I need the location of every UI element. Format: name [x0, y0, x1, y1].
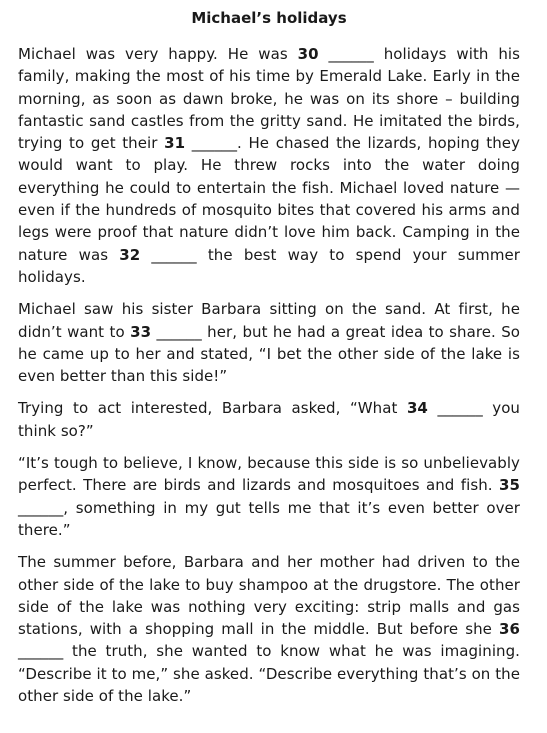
gap-number-31: 31 — [164, 134, 186, 153]
paragraph-text: “It’s tough to believe, I know, because this side is so unbelievably perfect. There are birds and lizards and mosquitoes and fish. — [18, 454, 520, 495]
paragraph-5 — [18, 551, 520, 707]
paragraph-text: ______ you think so?” — [18, 399, 520, 440]
page-title: Michael’s holidays — [191, 9, 347, 27]
gap-number-34: 34 — [406, 399, 428, 418]
paragraph-text: Trying to act interested, Barbara asked, “What — [18, 399, 407, 418]
gap-number-32: 32 — [119, 245, 141, 264]
paragraph-3 — [18, 397, 520, 442]
paragraph-text: ______, something in my gut tells me that it’s even better over there.” — [18, 498, 520, 539]
paragraph-text: ______ holidays with his family, making the most of his time by Emerald Lake. Early in the morning, as soon as dawn broke, he was on its shore – building fantastic sand castles from the gritty sand. He imitated the birds, trying to get their — [18, 45, 520, 153]
gap-number-33: 33 — [130, 322, 152, 341]
gap-number-36: 36 — [499, 620, 520, 639]
gap-number-35: 35 — [499, 476, 520, 495]
paragraph-text: ______. He chased the lizards, hoping they would want to play. He threw rocks into the water doing everything he could to entertain the fish. Michael loved nature — even if the hundreds of mosquito bites that covered his arms and legs were proof that nature didn’t love him back. Camping in the nature was — [18, 134, 520, 264]
gap-number-30: 30 — [297, 45, 319, 63]
paragraph-text: ______ the truth, she wanted to know what he was imagining. “Describe it to me,” she asked. “Describe everything that’s on the other side of the lake.” — [18, 642, 520, 706]
paragraph-text: ______ her, but he had a great idea to share. So he came up to her and stated, “I bet the other side of the lake is even better than this side!” — [18, 322, 520, 386]
paragraph-text: ______ the best way to spend your summer holidays. — [18, 245, 520, 286]
paragraph-4 — [18, 452, 520, 541]
paragraph-1 — [18, 43, 520, 288]
paragraph-text: The summer before, Barbara and her mother had driven to the other side of the lake to buy shampoo at the drugstore. The other side of the lake was nothing very exciting: strip malls and gas stations, with a shopping mall in the middle. But before she — [18, 553, 520, 639]
paragraph-2 — [18, 298, 520, 387]
paragraph-text: Michael saw his sister Barbara sitting on the sand. At first, he didn’t want to — [18, 300, 520, 341]
paragraph-text: Michael was very happy. He was — [18, 45, 298, 63]
